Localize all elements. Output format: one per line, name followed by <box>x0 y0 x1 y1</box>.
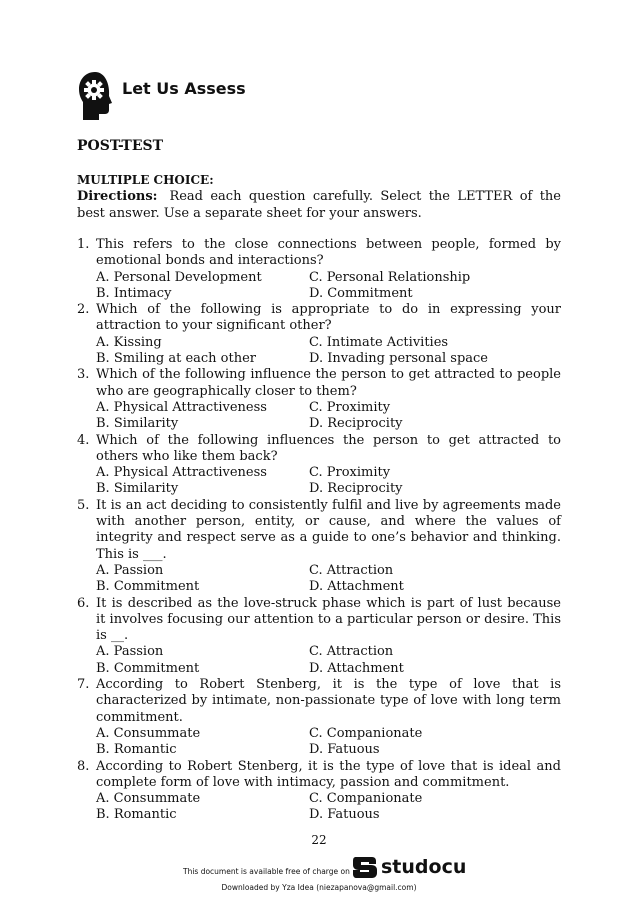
question-number: 7. <box>77 677 90 693</box>
choice-option: C. Proximity <box>309 465 391 481</box>
choice-row <box>96 270 561 286</box>
choice-option: D. Fatuous <box>309 742 380 758</box>
choice-option: A. Consummate <box>96 791 201 807</box>
choice-row <box>96 791 561 807</box>
choice-option: B. Commitment <box>96 579 200 595</box>
choice-row <box>96 481 561 497</box>
question-number: 2. <box>77 302 90 318</box>
head-gear-icon <box>77 70 113 122</box>
choice-row <box>96 416 561 432</box>
directions-text: Read each question carefully. Select the LETTER of the best answer. Use a separate sheet for your answers. <box>77 189 561 221</box>
choice-option: D. Invading personal space <box>309 351 488 367</box>
choice-option: A. Kissing <box>96 334 162 350</box>
choice-option: C. Proximity <box>309 399 391 415</box>
choice-row <box>96 807 561 823</box>
choice-option: B. Similarity <box>96 481 179 497</box>
multiple-choice-heading: MULTIPLE CHOICE: <box>77 173 214 187</box>
choice-row <box>96 579 561 595</box>
choice-option: A. Consummate <box>96 725 201 741</box>
question-number: 6. <box>77 595 90 611</box>
choice-option: C. Intimate Activities <box>309 334 449 350</box>
directions <box>77 188 561 222</box>
choice-option: C. Attraction <box>309 644 394 660</box>
question-item <box>77 433 561 498</box>
choice-option: D. Fatuous <box>309 807 380 823</box>
question-item <box>77 596 561 677</box>
choice-option: D. Attachment <box>309 579 404 595</box>
choice-option: C. Personal Relationship <box>309 269 471 285</box>
choice-row <box>96 563 561 579</box>
question-text: Which of the following influence the person to get attracted to people who are geographically closer to them? <box>96 367 561 399</box>
choice-option: D. Reciprocity <box>309 481 403 497</box>
question-text: It is an act deciding to consistently fulfil and live by agreements made with another person, entity, or cause, and where the values of integrity and respect serve as a guide to one’s behavior and thinking. This is ___. <box>96 497 561 562</box>
question-list <box>77 237 561 824</box>
directions-label: Directions: <box>77 189 158 204</box>
choice-option: B. Intimacy <box>96 285 172 301</box>
choice-row <box>96 742 561 758</box>
question-text: Which of the following influences the person to get attracted to others who like them back? <box>96 432 561 464</box>
question-item <box>77 302 561 367</box>
choice-option: C. Companionate <box>309 791 423 807</box>
section-title: Let Us Assess <box>122 79 246 98</box>
question-text: Which of the following is appropriate to do in expressing your attraction to your significant other? <box>96 302 561 334</box>
choice-row <box>96 286 561 302</box>
choice-option: C. Companionate <box>309 725 423 741</box>
choice-option: C. Attraction <box>309 562 394 578</box>
choice-option: D. Reciprocity <box>309 416 403 432</box>
question-item <box>77 677 561 758</box>
choice-option: B. Commitment <box>96 660 200 676</box>
choice-option: B. Romantic <box>96 742 177 758</box>
choice-option: A. Physical Attractiveness <box>96 465 267 481</box>
question-number: 8. <box>77 758 90 774</box>
studocu-brand: studocu <box>381 856 467 878</box>
choice-option: D. Attachment <box>309 660 404 676</box>
studocu-icon <box>352 855 378 879</box>
choice-option: A. Passion <box>96 562 164 578</box>
question-number: 3. <box>77 367 90 383</box>
question-text: This refers to the close connections between people, formed by emotional bonds and interactions? <box>96 237 561 269</box>
question-number: 1. <box>77 237 90 252</box>
choice-row <box>96 400 561 416</box>
choice-option: A. Physical Attractiveness <box>96 399 267 415</box>
choice-row <box>96 644 561 660</box>
studocu-logo <box>352 855 466 879</box>
choice-option: B. Similarity <box>96 416 179 432</box>
question-item <box>77 367 561 432</box>
question-text: According to Robert Stenberg, it is the type of love that is ideal and complete form of love with intimacy, passion and commitment. <box>96 758 561 790</box>
question-item <box>77 498 561 596</box>
question-number: 5. <box>77 497 90 513</box>
choice-row <box>96 335 561 351</box>
choice-option: B. Romantic <box>96 807 177 823</box>
question-text: According to Robert Stenberg, it is the type of love that is characterized by intimate, non-passionate type of love with long term commitment. <box>96 677 561 725</box>
choice-row <box>96 726 561 742</box>
question-item <box>77 759 561 824</box>
question-item <box>77 237 561 302</box>
footer-downloaded-text: Downloaded by Yza Idea (niezapanova@gmail.com) <box>221 883 417 892</box>
post-test-heading: POST-TEST <box>77 138 164 154</box>
choice-option: B. Smiling at each other <box>96 351 257 367</box>
footer-available-text: This document is available free of charge on <box>183 867 350 876</box>
choice-row <box>96 465 561 481</box>
question-number: 4. <box>77 432 90 448</box>
choice-option: D. Commitment <box>309 285 413 301</box>
question-text: It is described as the love-struck phase which is part of lust because it involves focusing our attention to a particular person or desire. This is __. <box>96 595 561 644</box>
choice-row <box>96 351 561 367</box>
page-number: 22 <box>311 833 327 847</box>
choice-option: A. Passion <box>96 644 164 660</box>
choice-option: A. Personal Development <box>96 269 262 285</box>
choice-row <box>96 661 561 677</box>
